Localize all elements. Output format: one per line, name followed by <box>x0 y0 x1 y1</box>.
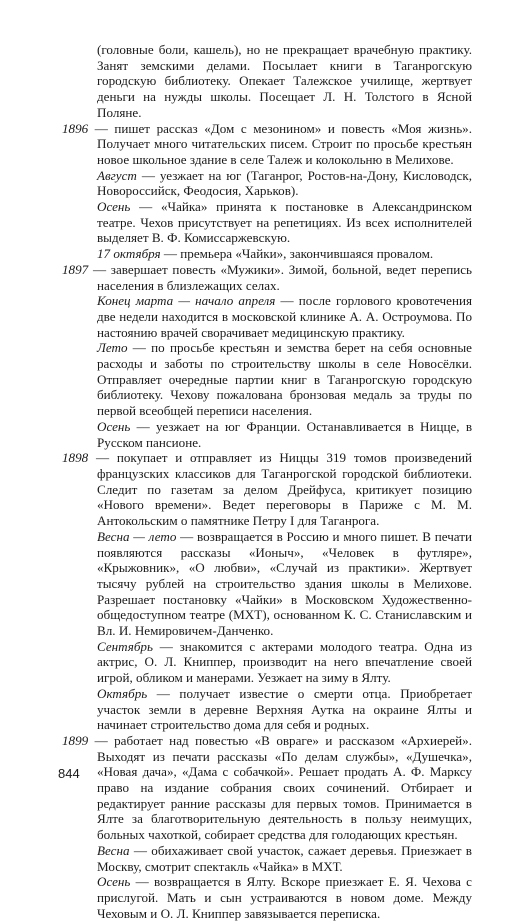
sub-entry-text: — обихаживает свой участок, сажает деревья. Приезжает в Москву, смотрит спектакль «Чайка» в МХТ. <box>97 842 472 874</box>
entry-year: 1897 <box>62 261 89 277</box>
sub-entry <box>62 246 472 262</box>
entry-text: — работает над повестью «В овраге» и рассказом «Архиерей». Выходят из печати рассказы «По делам службы», «Душечка», «Новая дача», «Дама с собачкой». Решает продать А. Ф. Марксу право на издание собрания своих сочинений. Отбирает и редактирует ранние рассказы для первых томов. Принимается в Ялте за благотворительную деятельность в пользу неимущих, больных чахоткой, собирает средства для голодающих крестьян. <box>88 732 472 843</box>
entry-1898 <box>62 450 472 529</box>
sub-entry-period: Октябрь <box>97 685 148 701</box>
sub-entry-period: 17 октября <box>97 246 161 262</box>
sub-entry-period: Сентябрь <box>97 638 153 654</box>
sub-entry <box>62 340 472 419</box>
page-number: 844 <box>58 766 80 781</box>
sub-entry-text: — знакомится с актерами молодого театра. Одна из актрис, О. Л. Книппер, производит на него впечатление своей игрой, обликом и манерами. Уезжает на зиму в Ялту. <box>97 638 472 686</box>
sub-entry-period: Осень <box>97 874 131 890</box>
sub-entry <box>62 843 472 874</box>
entry-year: 1899 <box>62 732 89 748</box>
sub-entry-text: — возвращается в Россию и много пишет. В печати появляются рассказы «Ионыч», «Человек в футляре», «Крыжовник», «О любви», «Случай из практики». Жертвует тысячу рублей на строительство здания школы в Мелихове. Разрешает постановку «Чайки» в Московском Художественно-общедоступном театре (МХТ), основанном К. С. Станиславским и Вл. И. Немировичем-Данченко. <box>97 528 473 639</box>
sub-entry <box>62 293 472 340</box>
sub-entry-period: Осень <box>97 418 131 434</box>
sub-entry-text: — уезжает на юг Франции. Останавливается в Ницце, в Русском пансионе. <box>97 418 472 450</box>
sub-entry <box>62 529 472 639</box>
sub-entry-period: Август <box>97 167 137 183</box>
page-body <box>62 42 472 921</box>
entry-text: — покупает и отправляет из Ниццы 319 томов произведений французских классиков для Таганрогской городской библиотеки. Следит по газетам за делом Дрейфуса, критикует позицию «Нового времени». Ведет переговоры в Париже с М. М. Антокольским о памятнике Петру I для Таганрога. <box>88 450 472 529</box>
sub-entry-text: — после горлового кровотечения две недели находится в московской клинике А. А. Остроумова. По настоянию врачей сворачивает медицинскую практику. <box>97 293 472 340</box>
sub-entry-text: — по просьбе крестьян и земства берет на себя основные расходы и заботы по строительству школы в селе Новосёлки. Отправляет очередные партии книг в Таганрогскую городскую библиотеку. Чехову пожалована бронзовая медаль за труды по первой всеобщей переписи населения. <box>97 340 472 419</box>
sub-entry-period: Весна — лето <box>97 528 177 544</box>
sub-entry-period: Весна <box>97 842 130 858</box>
entry-1896 <box>62 121 472 168</box>
sub-entry <box>62 686 472 733</box>
sub-entry-text: — премьера «Чайки», закончившаяся провалом. <box>160 246 434 262</box>
entry-year: 1896 <box>62 120 89 136</box>
entry-1897 <box>62 262 472 293</box>
sub-entry-text: — получает известие о смерти отца. Приобретает участок земли в деревне Верхняя Аутка на окраине Ялты и начинает строительство дома для себя и родных. <box>97 685 472 733</box>
sub-entry-period: Осень <box>97 199 131 215</box>
sub-entry-text: — «Чайка» принята к постановке в Александринском театре. Чехов присутствует на репетициях. Из всех исполнителей выделяет В. Ф. Комиссаржевскую. <box>97 199 472 246</box>
sub-entry <box>62 199 472 246</box>
entry-text: — завершает повесть «Мужики». Зимой, больной, ведет перепись населения в близлежащих селах. <box>88 261 472 293</box>
entry-text: — пишет рассказ «Дом с мезонином» и повесть «Моя жизнь». Получает много читательских писем. Строит по просьбе крестьян новое школьное здание в селе Талеж и колокольню в Мелихове. <box>88 120 472 167</box>
entry-1899 <box>62 733 472 843</box>
sub-entry <box>62 639 472 686</box>
sub-entry <box>62 168 472 199</box>
entry-year: 1898 <box>62 450 89 466</box>
sub-entry <box>62 419 472 450</box>
sub-entry-period: Конец марта — начало апреля <box>97 293 276 309</box>
sub-entry-period: Лето <box>97 340 128 356</box>
sub-entry-text: — уезжает на юг (Таганрог, Ростов-на-Дону, Кисловодск, Новороссийск, Феодосия, Харьков). <box>97 167 472 199</box>
continuation-paragraph: (головные боли, кашель), но не прекращает врачебную практику. Занят земскими делами. Посылает книги в Таганрогскую городскую библиотеку. Опекает Талежское училище, жертвует деньги на нужды школы. Посещает Л. Н. Толстого в Ясной Поляне. <box>97 42 472 120</box>
sub-entry <box>62 874 472 921</box>
sub-entry-text: — возвращается в Ялту. Вскоре приезжает Е. Я. Чехова с прислугой. Мать и сын устраиваются в новом доме. Между Чеховым и О. Л. Книппер завязывается переписка. <box>97 874 472 921</box>
